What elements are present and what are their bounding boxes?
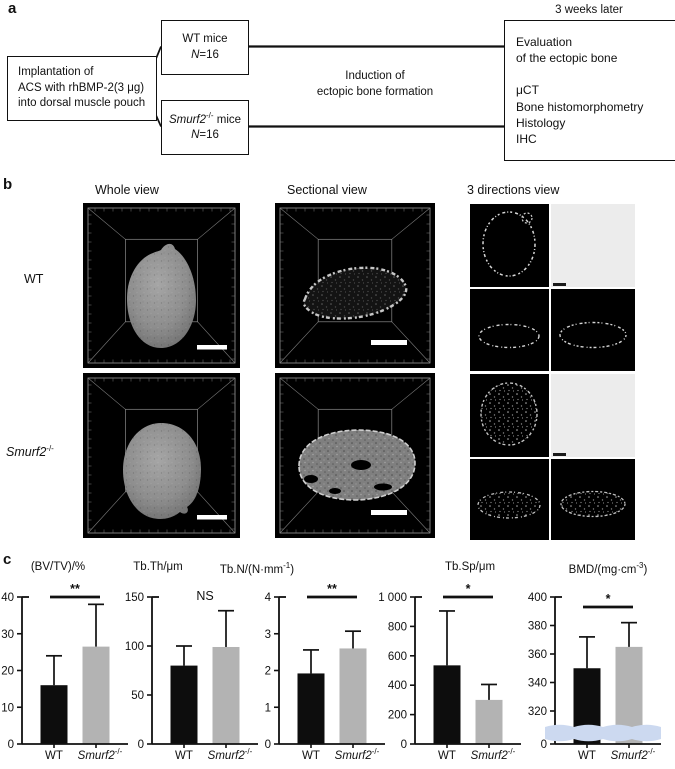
axis-break-band	[545, 725, 661, 742]
uct-ko-direction-front-image	[551, 459, 635, 540]
y-tick-label: 380	[527, 620, 547, 633]
void	[304, 475, 318, 483]
uct-ko-sectional-view-image	[275, 373, 435, 538]
bar-wt	[434, 665, 461, 744]
chart-title-1: (BV/TV)/%	[30, 561, 86, 573]
group-label-smurf2: Smurf2-/-	[207, 747, 253, 762]
header-3-directions-view: 3 directions view	[467, 183, 560, 197]
uct-ko-direction-side-image	[470, 459, 549, 540]
y-tick-label: 1	[264, 702, 271, 715]
y-tick-label: 150	[124, 592, 144, 604]
panel-a-letter: a	[8, 0, 17, 17]
bone-outline	[560, 323, 626, 348]
bar-wt	[41, 685, 68, 744]
uct-wt-whole-view-image	[83, 203, 240, 368]
bone-texture	[127, 244, 196, 348]
y-tick-label: 0	[400, 739, 407, 751]
y-tick-label: 400	[387, 680, 407, 693]
y-tick-label: 20	[1, 665, 14, 678]
smurf2-n-line: N=16	[191, 129, 219, 142]
chart-title-5: BMD/$(mg\cdot cm^{-3})$	[568, 561, 648, 576]
smurf2-line: Smurf2-/- mice	[168, 111, 242, 126]
y-tick-label: 50	[131, 690, 144, 702]
uct-wt-direction-top-image	[470, 204, 549, 287]
chart-1	[1, 584, 128, 762]
group-label-smurf2: Smurf2-/-	[334, 747, 380, 762]
chart-title-3: $Tb.N/(N\cdot mm^{-1})$	[219, 561, 295, 576]
group-label-smurf2: Smurf2-/-	[77, 747, 123, 762]
significance-label: *	[605, 592, 611, 606]
bar-smurf2	[213, 647, 240, 744]
evaluation-box-text: Evaluation of the ectopic bone μCT Bone histomorphometry Histology IHC	[516, 35, 644, 146]
chart-title-4: Tb.Sp/μm	[444, 561, 496, 573]
wt-n-line: N=16	[191, 48, 219, 61]
group-label-wt: WT	[578, 750, 596, 762]
void	[374, 484, 392, 491]
y-tick-label: 30	[1, 628, 14, 641]
bone-outline	[478, 492, 540, 518]
y-tick-label: 800	[387, 621, 407, 634]
chart-4	[378, 584, 521, 762]
bone-outline	[483, 212, 535, 276]
bar-wt	[171, 666, 198, 744]
y-tick-label: 10	[1, 702, 14, 715]
group-label-wt: WT	[45, 750, 63, 762]
smurf2-mice-box	[161, 100, 249, 155]
uct-wt-direction-side-image	[470, 289, 549, 371]
uct-ko-whole-view-image	[83, 373, 240, 538]
row-label-smurf2: Smurf2-/-	[6, 444, 54, 460]
group-label-wt: WT	[175, 750, 193, 762]
bar-wt	[298, 673, 325, 744]
y-tick-label: 0	[7, 739, 14, 751]
y-tick-label: 2	[264, 665, 271, 678]
y-tick-label: 0	[540, 739, 547, 751]
uct-wt-direction-empty-cell	[551, 204, 635, 287]
y-tick-label: 600	[387, 650, 407, 663]
chart-2	[125, 589, 258, 762]
uct-wt-sectional-view-image	[275, 203, 435, 368]
evaluation-box	[504, 20, 675, 161]
implantation-box	[7, 56, 157, 121]
y-tick-label: 360	[527, 649, 547, 661]
chart-title-2: Tb.Th/μm	[133, 561, 183, 573]
y-tick-label: 0	[137, 739, 144, 751]
scale-bar	[197, 515, 227, 520]
header-sectional-view: Sectional view	[287, 183, 367, 197]
bone-outline	[481, 383, 537, 445]
bone-outline	[561, 492, 625, 517]
bar-smurf2	[340, 648, 367, 744]
significance-label: NS	[196, 589, 214, 603]
three-weeks-label: 3 weeks later	[555, 4, 623, 16]
y-tick-label: 400	[527, 592, 547, 604]
chart-5	[528, 592, 661, 762]
induction-label: Induction of ectopic bone formation	[316, 70, 434, 98]
row-label-wt: WT	[24, 272, 44, 286]
wt-mice-box	[161, 20, 249, 75]
uct-ko-direction-top-image	[470, 374, 549, 457]
scale-bar	[553, 453, 566, 457]
panel-c-letter: c	[3, 551, 12, 568]
scale-bar	[553, 283, 566, 287]
y-tick-label: 100	[124, 641, 144, 653]
y-tick-label: 200	[387, 709, 407, 722]
scale-bar	[371, 340, 407, 345]
bar-smurf2	[83, 647, 110, 744]
y-tick-label: 0	[264, 739, 271, 751]
implantation-box-text: Implantation of ACS with rhBMP-2(3 μg) into dorsal muscle pouch	[18, 66, 146, 110]
uct-wt-direction-front-image	[551, 289, 635, 371]
y-tick-label: 340	[527, 677, 547, 690]
bar-smurf2	[476, 700, 503, 744]
void	[351, 460, 371, 470]
panel-b-letter: b	[3, 176, 13, 193]
void	[329, 488, 341, 494]
significance-label: *	[465, 584, 471, 596]
scale-bar	[197, 345, 227, 350]
chart-3	[265, 584, 385, 762]
wt-mice-line: WT mice	[182, 33, 228, 46]
y-tick-label: 3	[264, 628, 271, 641]
y-tick-label: 320	[527, 706, 547, 718]
bone-section-speckle	[304, 268, 406, 319]
uct-ko-direction-empty-cell	[551, 374, 635, 457]
significance-label: **	[327, 584, 337, 596]
group-label-wt: WT	[302, 750, 320, 762]
y-tick-label: 1 000	[378, 592, 407, 604]
y-tick-label: 4	[264, 592, 271, 604]
header-whole-view: Whole view	[95, 183, 159, 197]
bone-outline	[479, 325, 539, 348]
group-label-smurf2: Smurf2-/-	[470, 747, 516, 762]
scale-bar	[371, 510, 407, 515]
significance-label: **	[70, 584, 80, 596]
group-label-smurf2: Smurf2-/-	[610, 747, 656, 762]
bone-texture	[123, 423, 201, 519]
bar-charts	[0, 584, 675, 769]
group-label-wt: WT	[438, 750, 456, 762]
y-tick-label: 40	[1, 592, 14, 604]
